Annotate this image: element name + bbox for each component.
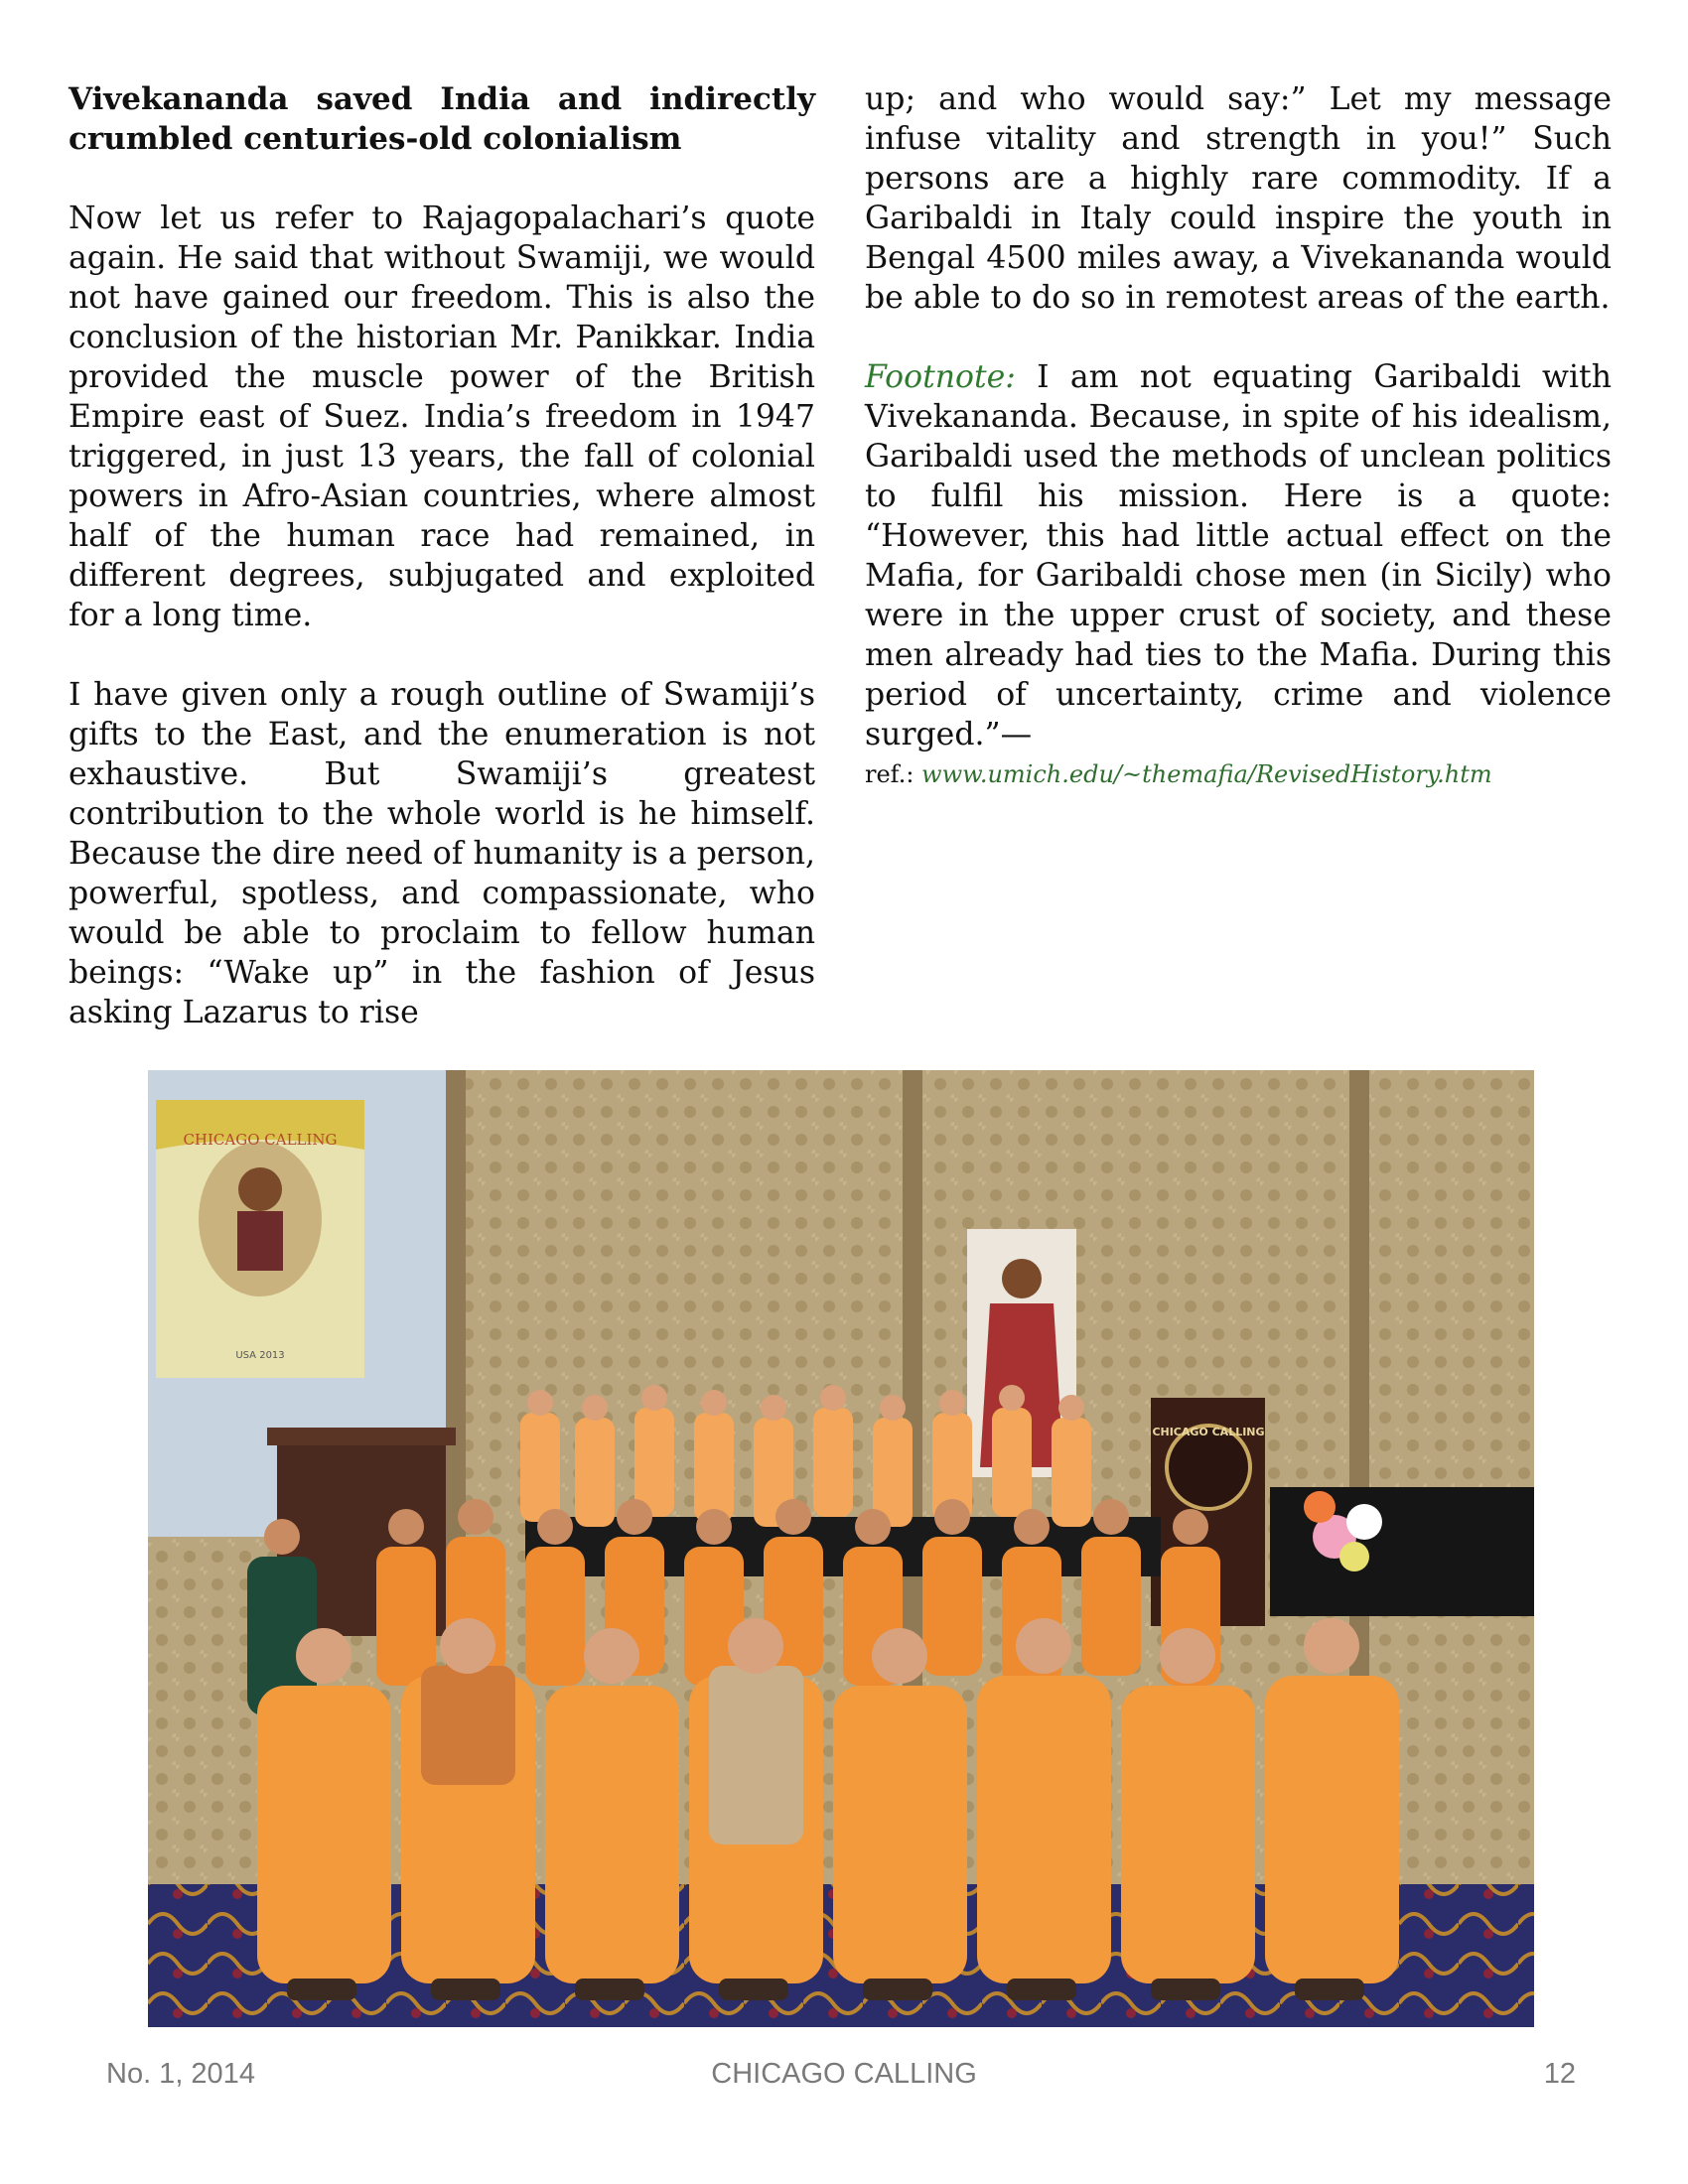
left-column: [69, 79, 815, 1032]
ref-link[interactable]: www.umich.edu/~themafia/RevisedHistory.htm: [921, 760, 1492, 788]
projected-banner: [156, 1100, 364, 1378]
footnote-text: I am not equating Garibaldi with Vivekananda. Because, in spite of his idealism, Garibaldi used the methods of unclean politics to fulfil his mission. Here is a quote: “However, this had little actual effect on the Mafia, for Garibaldi chose men (in Sicily) who were in the upper crust of society, and these men already had ties to the Mafia. During this period of uncertainty, crime and violence surged.”—: [865, 359, 1612, 752]
group-photo: [148, 1070, 1534, 2027]
footnote-label: Footnote:: [865, 359, 1016, 395]
footer-publication: CHICAGO CALLING: [711, 2058, 977, 2090]
banner-text: CHICAGO CALLING: [183, 1131, 338, 1149]
article-heading: Vivekananda saved India and indirectly crumbled centuries-old colonialism: [69, 81, 815, 157]
banner-subtext: USA 2013: [235, 1350, 285, 1361]
left-paragraph-2: I have given only a rough outline of Swamiji’s gifts to the East, and the enumeration is not exhaustive. But Swamiji’s greatest contribution to the whole world is he himself. Because the dire need of humanity is a person, powerful, spotless, and compassionate, who would be able to proclaim to fellow human beings: “Wake up” in the fashion of Jesus asking Lazarus to rise: [69, 677, 815, 1030]
podium-text: CHICAGO CALLING: [1152, 1426, 1265, 1438]
footer-issue: No. 1, 2014: [106, 2058, 255, 2090]
ref-label: ref.:: [865, 760, 922, 788]
left-paragraph-1: Now let us refer to Rajagopalachari’s quote again. He said that without Swamiji, we would not have gained our freedom. This is also the conclusion of the historian Mr. Panikkar. India provided the muscle power of the British Empire east of Suez. India’s freedom in 1947 triggered, in just 13 years, the fall of colonial powers in Afro-Asian countries, where almost half of the human race had remained, in different degrees, subjugated and exploited for a long time.: [69, 201, 815, 633]
reference-line: [865, 754, 1612, 794]
footer-page-number: 12: [1543, 2058, 1576, 2090]
right-paragraph-1: up; and who would say:” Let my message infuse vitality and strength in you!” Such persons are a highly rare commodity. If a Garibaldi in Italy could inspire the youth in Bengal 4500 miles away, a Vivekananda would be able to do so in remotest areas of the earth.: [865, 81, 1612, 316]
footnote: [865, 357, 1612, 754]
right-column: [865, 79, 1612, 794]
